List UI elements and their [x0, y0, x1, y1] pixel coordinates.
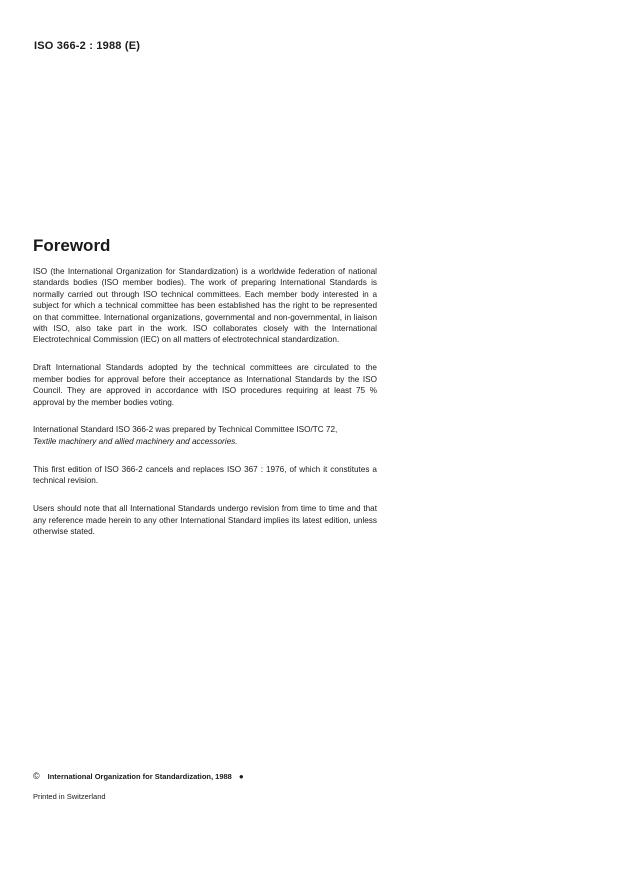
prepared-by-text: International Standard ISO 366-2 was prepared by Technical Committee ISO/TC 72, [33, 425, 338, 435]
foreword-title: Foreword [33, 236, 111, 255]
paragraph-prepared-by [33, 424, 377, 447]
copyright-line [33, 771, 244, 781]
paragraph-revision-note: Users should note that all International Standards undergo revision from time to time and that any reference made herein to any other International Standard implies its latest edition, unless otherwise stated. [33, 504, 377, 536]
paragraph-iso-federation: ISO (the International Organization for Standardization) is a worldwide federation of national standards bodies (ISO member bodies). The work of preparing International Standards is normally carried out through ISO technical committees. Each member body interested in a subject for which a technical committee has been established has the right to be represented on that committee. International organizations, governmental and non-governmental, in liaison with ISO, also take part in the work. ISO collaborates closely with the International Electrotechnical Commission (IEC) on all matters of electrotechnical standardization. [33, 267, 377, 345]
standard-identifier: ISO 366-2 : 1988 (E) [34, 40, 141, 52]
bullet-icon: ● [238, 771, 244, 781]
paragraph-draft-standards: Draft International Standards adopted by the technical committees are circulated to the member bodies for approval before their acceptance as International Standards by the ISO Council. They are approved in accordance with ISO procedures requiring at least 75 % approval by the member bodies voting. [33, 363, 377, 407]
foreword-body [33, 266, 377, 554]
printed-location: Printed in Switzerland [33, 792, 106, 801]
copyright-text: International Organization for Standardization, 1988 [47, 771, 232, 781]
paragraph-edition: This first edition of ISO 366-2 cancels and replaces ISO 367 : 1976, of which it constitutes a technical revision. [33, 464, 377, 486]
committee-title: Textile machinery and allied machinery and accessories. [33, 436, 238, 446]
copyright-icon: © [33, 771, 40, 781]
